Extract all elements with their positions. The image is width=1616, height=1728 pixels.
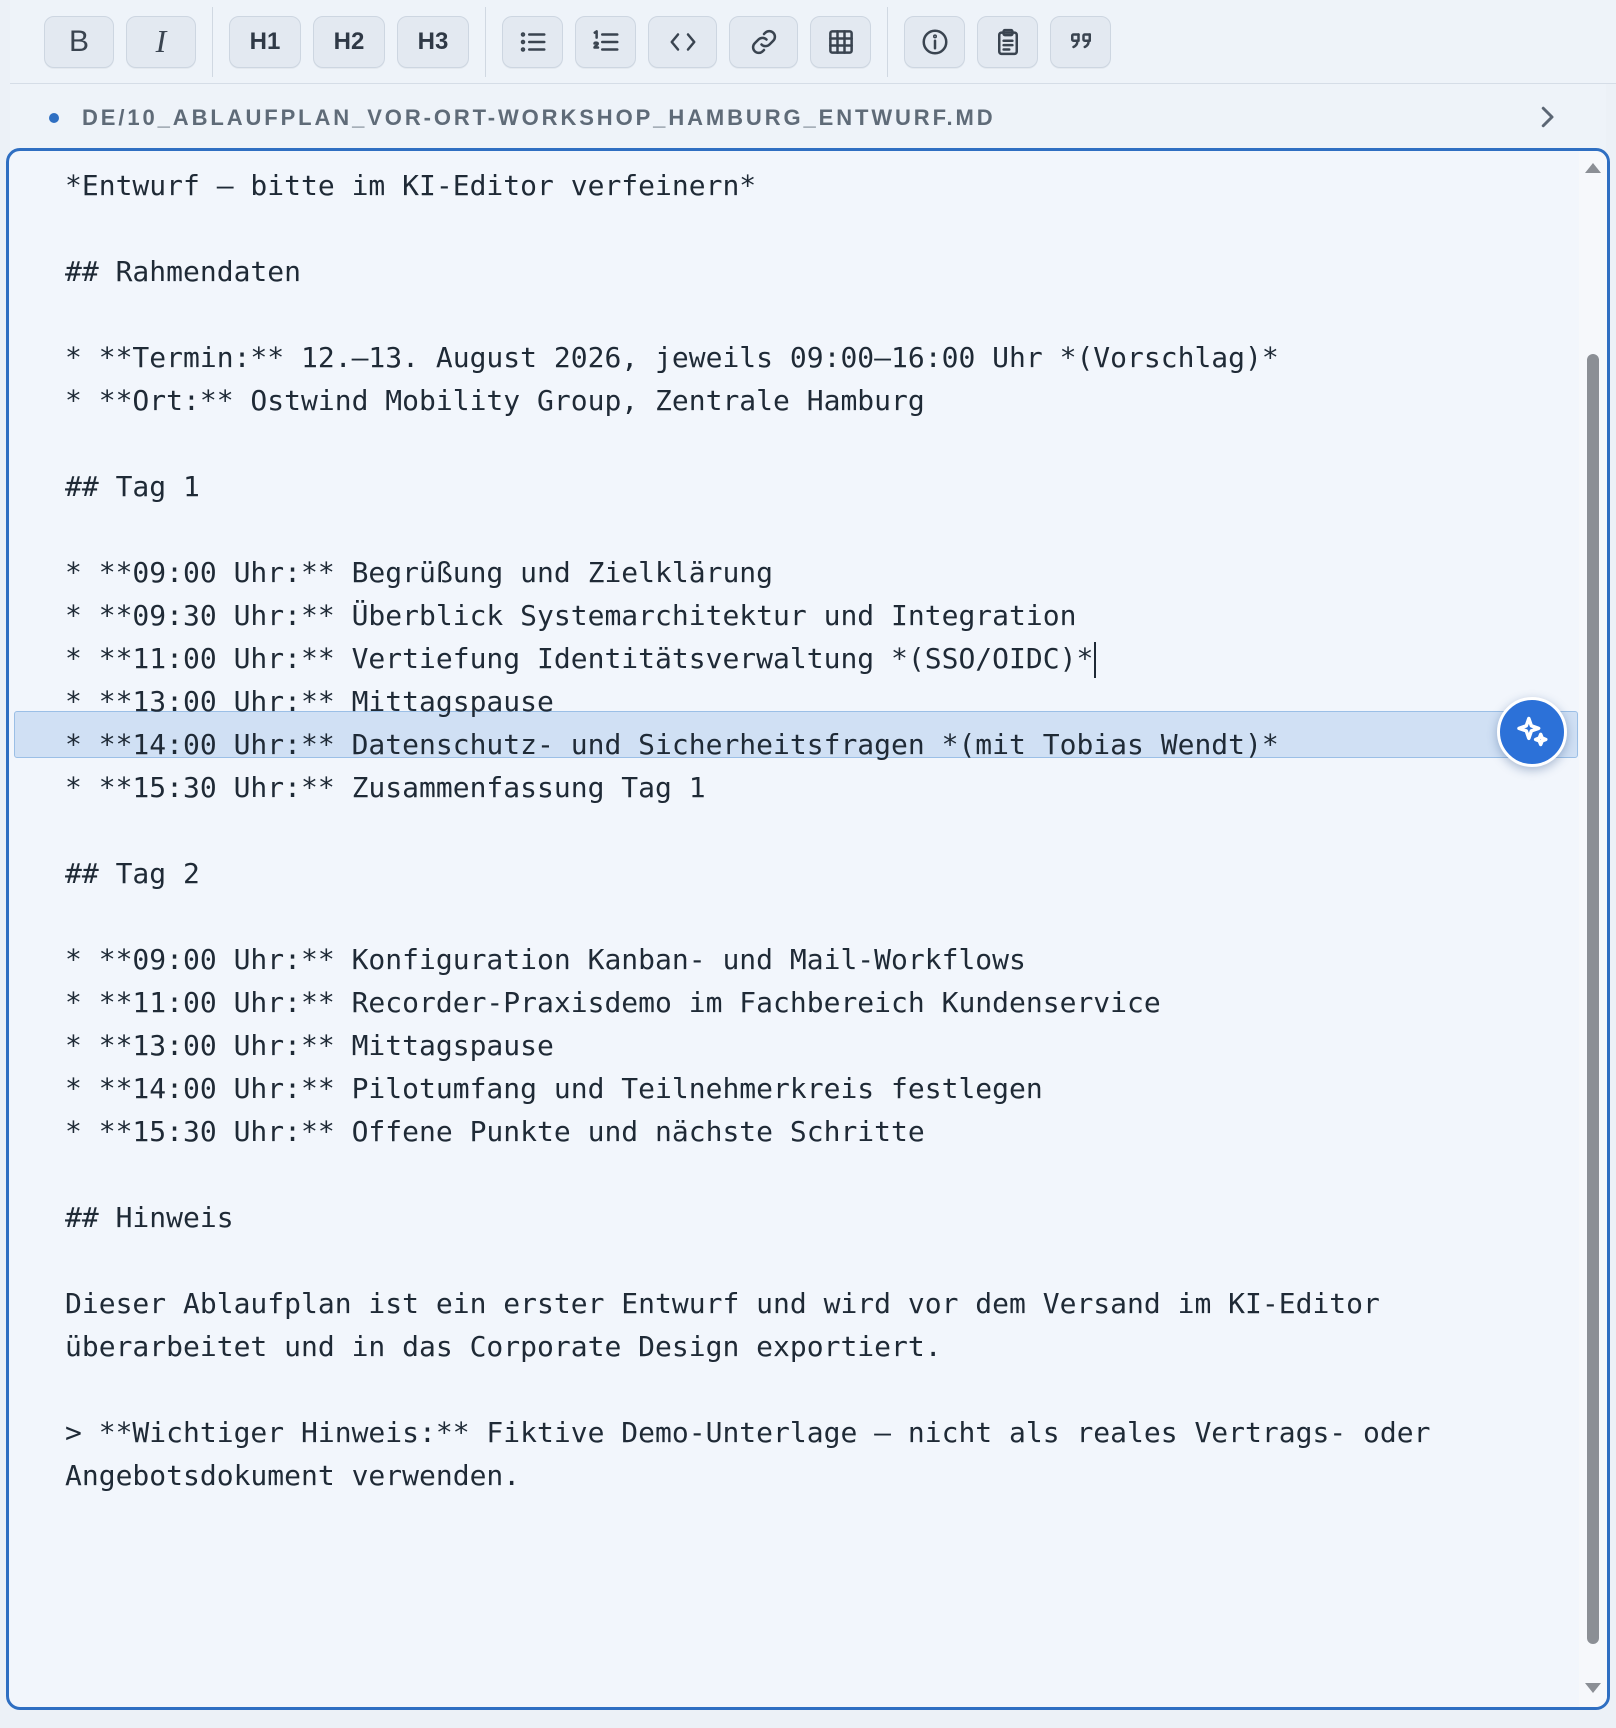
expand-panel-button[interactable]	[1532, 102, 1562, 132]
editor-line[interactable]	[65, 252, 301, 292]
editor-line-text: ## Tag 2	[65, 857, 200, 890]
editor-line[interactable]	[65, 553, 773, 593]
editor-line-text: * **14:00 Uhr:** Pilotumfang und Teilnehmerkreis festlegen	[65, 1072, 1043, 1105]
link-icon	[749, 27, 779, 57]
bold-button[interactable]	[44, 16, 114, 68]
editor-line-text: ## Tag 1	[65, 470, 200, 503]
editor-line-text: * **11:00 Uhr:** Vertiefung Identitätsverwaltung *(SSO/OIDC)*	[65, 642, 1094, 675]
editor-line[interactable]	[65, 381, 925, 421]
editor-line-text: Dieser Ablaufplan ist ein erster Entwurf und wird vor dem Versand im KI-Editor	[65, 1287, 1380, 1320]
editor-line-text: * **11:00 Uhr:** Recorder-Praxisdemo im Fachbereich Kundenservice	[65, 986, 1161, 1019]
editor-line[interactable]	[65, 983, 1161, 1023]
scrollbar-thumb[interactable]	[1587, 354, 1599, 1644]
file-path: DE/10_ABLAUFPLAN_VOR-ORT-WORKSHOP_HAMBURG_ENTWURF.MD	[82, 105, 996, 130]
editor-line-text: * **Termin:** 12.–13. August 2026, jeweils 09:00–16:00 Uhr *(Vorschlag)*	[65, 341, 1279, 374]
editor-line-text: * **09:00 Uhr:** Begrüßung und Zielklärung	[65, 556, 774, 589]
heading-3-label: H3	[417, 27, 449, 55]
editor-text-area[interactable]	[9, 151, 1579, 1707]
editor-line-text: * **13:00 Uhr:** Mittagspause	[65, 1029, 554, 1062]
formatting-toolbar	[10, 0, 1616, 84]
editor-line-text: überarbeitet und in das Corporate Design exportiert.	[65, 1330, 942, 1363]
clipboard-icon	[993, 27, 1023, 57]
toolbar-divider	[485, 7, 486, 77]
italic-button[interactable]	[126, 16, 196, 68]
editor-line[interactable]	[65, 1198, 234, 1238]
editor-line-text: * **Ort:** Ostwind Mobility Group, Zentrale Hamburg	[65, 384, 925, 417]
quote-button[interactable]	[1050, 16, 1111, 68]
chevron-right-icon	[1532, 102, 1562, 132]
editor-line[interactable]	[65, 1413, 1430, 1453]
link-button[interactable]	[729, 16, 798, 68]
editor-line-text: * **15:30 Uhr:** Zusammenfassung Tag 1	[65, 771, 706, 804]
bullet-list-button[interactable]	[502, 16, 563, 68]
editor-line[interactable]	[65, 467, 200, 507]
editor-line[interactable]	[65, 1327, 942, 1367]
editor-line[interactable]	[65, 1284, 1380, 1324]
editor-line-text: Angebotsdokument verwenden.	[65, 1459, 521, 1492]
info-icon	[920, 27, 950, 57]
bullet-list-icon	[518, 27, 548, 57]
file-path-bar	[10, 84, 1606, 150]
unsaved-indicator	[49, 113, 59, 123]
heading-2-button[interactable]	[313, 16, 385, 68]
numbered-list-icon	[591, 27, 621, 57]
vertical-scrollbar[interactable]	[1579, 151, 1607, 1707]
markdown-editor[interactable]	[6, 148, 1610, 1710]
editor-line[interactable]	[65, 768, 706, 808]
editor-line-text: * **09:30 Uhr:** Überblick Systemarchitektur und Integration	[65, 599, 1077, 632]
info-button[interactable]	[904, 16, 965, 68]
editor-line-text: * **15:30 Uhr:** Offene Punkte und nächste Schritte	[65, 1115, 925, 1148]
editor-line[interactable]	[65, 1112, 925, 1152]
italic-icon: I	[155, 23, 167, 59]
editor-line[interactable]	[65, 1069, 1043, 1109]
code-icon	[668, 27, 698, 57]
editor-line-text: ## Rahmendaten	[65, 255, 302, 288]
editor-line[interactable]	[65, 940, 1026, 980]
ai-assist-button[interactable]	[1497, 697, 1567, 767]
numbered-list-button[interactable]	[575, 16, 636, 68]
heading-1-button[interactable]	[229, 16, 301, 68]
clipboard-button[interactable]	[977, 16, 1038, 68]
table-button[interactable]	[810, 16, 871, 68]
quote-icon	[1066, 27, 1096, 57]
heading-1-label: H1	[249, 27, 281, 55]
editor-line-text: * **13:00 Uhr:** Mittagspause	[65, 685, 554, 718]
scroll-down-arrow[interactable]	[1585, 1683, 1601, 1693]
editor-line-text: > **Wichtiger Hinweis:** Fiktive Demo-Unterlage – nicht als reales Vertrags- oder	[65, 1416, 1431, 1449]
editor-line[interactable]	[65, 682, 554, 722]
editor-line[interactable]	[65, 854, 200, 894]
editor-line[interactable]	[65, 166, 756, 206]
editor-line[interactable]	[65, 1456, 520, 1496]
editor-line-text: * **09:00 Uhr:** Konfiguration Kanban- und Mail-Workflows	[65, 943, 1026, 976]
text-cursor	[1094, 642, 1096, 678]
heading-2-label: H2	[333, 27, 365, 55]
editor-line-current[interactable]	[65, 639, 1096, 679]
editor-line[interactable]	[65, 725, 1279, 765]
editor-line[interactable]	[65, 338, 1279, 378]
sparkles-icon	[1513, 713, 1551, 751]
bold-icon: B	[68, 24, 89, 58]
scroll-up-arrow[interactable]	[1585, 163, 1601, 173]
editor-line-text: ## Hinweis	[65, 1201, 234, 1234]
heading-3-button[interactable]	[397, 16, 469, 68]
toolbar-divider	[887, 7, 888, 77]
editor-line-text: *Entwurf – bitte im KI-Editor verfeinern*	[65, 169, 757, 202]
editor-line[interactable]	[65, 1026, 554, 1066]
editor-line[interactable]	[65, 596, 1076, 636]
editor-line-text: * **14:00 Uhr:** Datenschutz- und Sicherheitsfragen *(mit Tobias Wendt)*	[65, 728, 1279, 761]
table-icon	[826, 27, 856, 57]
toolbar-divider	[212, 7, 213, 77]
code-button[interactable]	[648, 16, 717, 68]
